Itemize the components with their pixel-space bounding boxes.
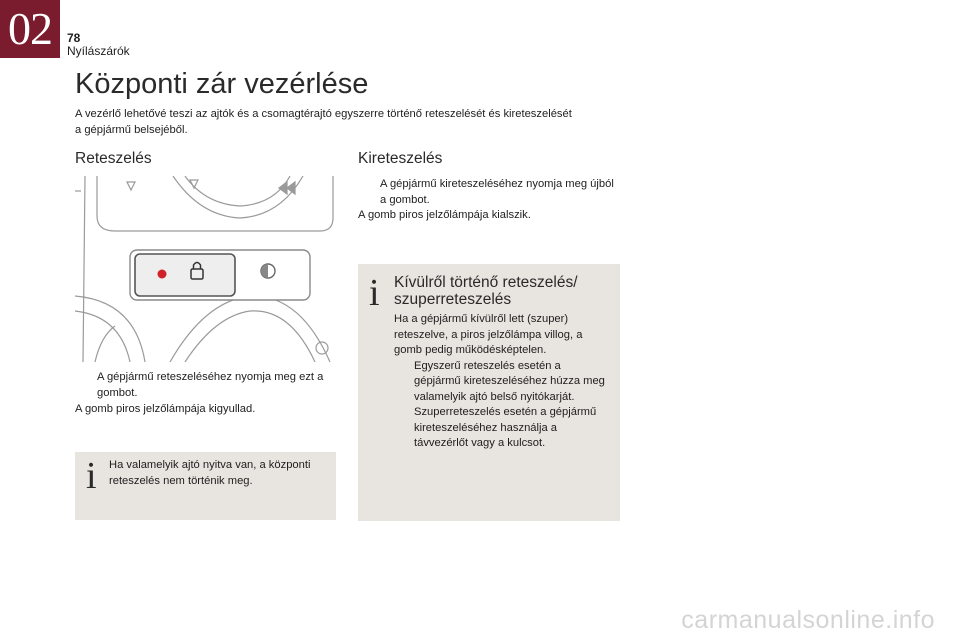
external-lock-info-text: Ha a gépjármű kívülről lett (szuper) reteszelve, a piros jelzőlámpa villog, a gomb pedig működésképtelen. [394,313,583,356]
chapter-number: 02 [0,0,60,58]
locking-heading: Reteszelés [75,150,152,167]
page-number: 78 [67,31,81,45]
locking-instruction: A gépjármű reteszeléséhez nyomja meg ezt a gombot. [97,371,324,399]
locking-info-box [75,452,336,520]
unlocking-instruction: A gépjármű kireteszeléséhez nyomja meg újból a gombot. [380,178,614,206]
external-lock-info-body [394,312,609,452]
info-icon: i [86,455,97,497]
central-lock-button-illustration [75,176,335,362]
external-lock-info-box [358,264,620,521]
intro-text: A vezérlő lehetővé teszi az ajtók és a csomagtérajtó egyszerre történő reteszelését és kireteszelését a gépjármű belsejéből. [75,108,572,136]
external-lock-info-title: Kívülről történő reteszelés/ szuperreteszelés [394,274,578,308]
info-icon: i [369,272,380,314]
watermark: carmanualsonline.info [681,606,935,634]
unlocking-note: A gomb piros jelzőlámpája kialszik. [358,209,531,221]
locking-note: A gomb piros jelzőlámpája kigyullad. [75,403,256,415]
list-item: Szuperreteszelés esetén a gépjármű kireteszeléséhez használja a távvezérlőt vagy a kulcsot. [414,406,597,449]
list-item: Egyszerű reteszelés esetén a gépjármű kireteszeléséhez húzza meg valamelyik ajtó belső nyitókarját. [414,359,605,403]
unlocking-heading: Kireteszelés [358,150,443,167]
section-name: Nyílászárók [67,44,130,58]
page-title: Központi zár vezérlése [75,68,369,100]
indicator-light-icon [158,270,167,279]
locking-info-text: Ha valamelyik ajtó nyitva van, a központi reteszelés nem történik meg. [109,459,311,487]
